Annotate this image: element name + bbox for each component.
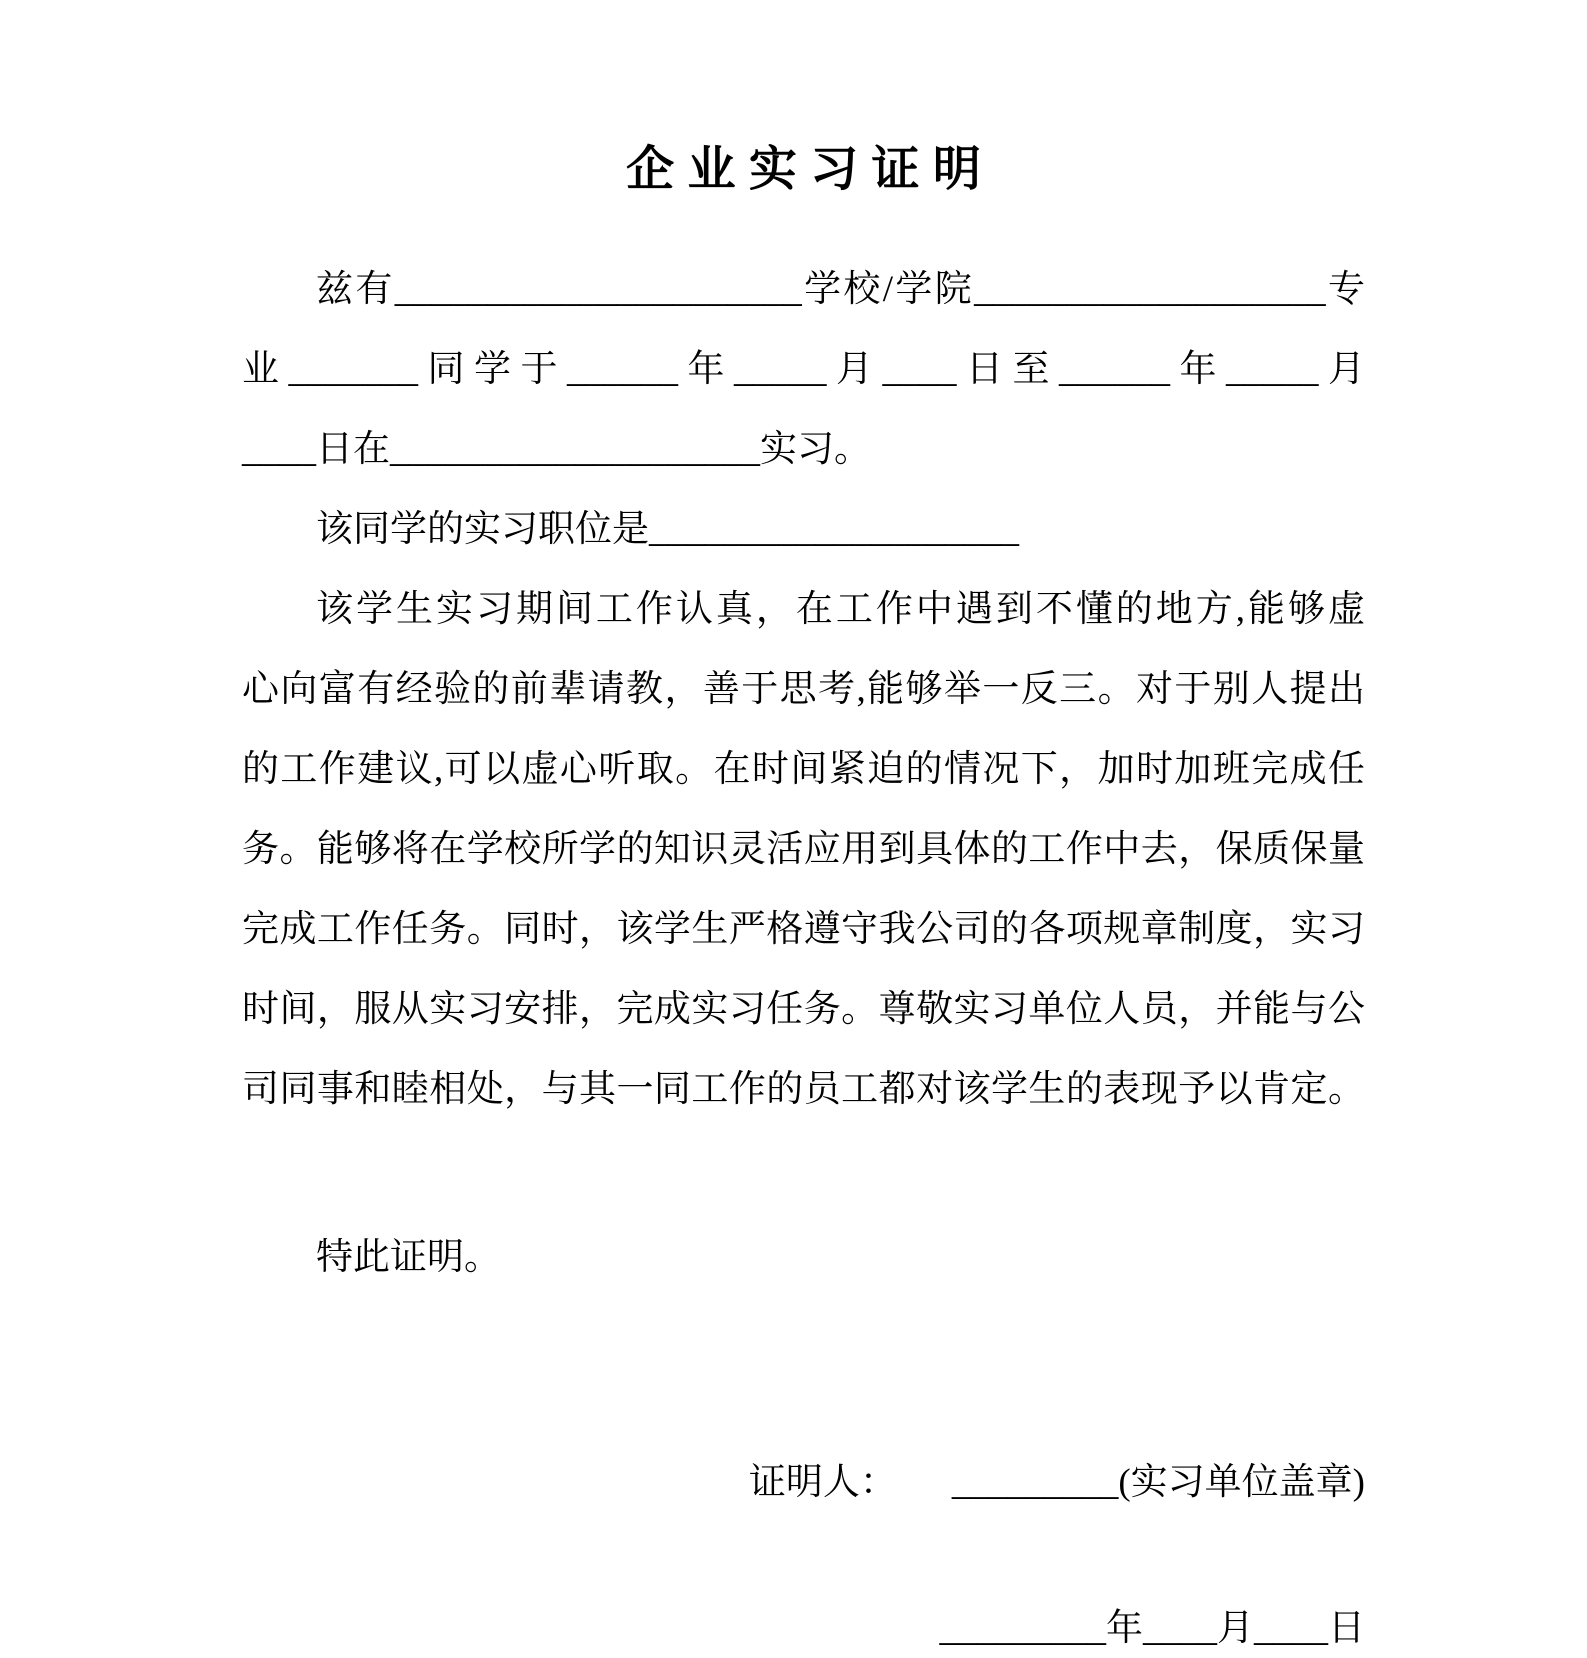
evaluation-line-3: 的工作建议,可以虚心听取。在时间紧迫的情况下，加时加班完成任 (242, 749, 1365, 790)
position-line: 该同学的实习职位是____________________ (316, 509, 1019, 550)
intro-line-3: ____日在____________________实习。 (242, 429, 871, 470)
document-body (242, 250, 1365, 1658)
closing-statement: 特此证明。 (316, 1237, 501, 1278)
certifier-label: 证明人： (748, 1462, 897, 1503)
evaluation-line-1: 该学生实习期间工作认真，在工作中遇到不懂的地方,能够虚 (316, 589, 1365, 630)
evaluation-line-4: 务。能够将在学校所学的知识灵活应用到具体的工作中去，保质保量 (242, 829, 1365, 870)
intro-line-2: 业_______同学于______年_____月____日至______年_____月 (242, 349, 1365, 390)
seal-note: (实习单位盖章) (1118, 1462, 1365, 1503)
evaluation-line-2: 心向富有经验的前辈请教，善于思考,能够举一反三。对于别人提出 (242, 669, 1365, 710)
date-line: _________年____月____日 (939, 1608, 1365, 1649)
document-title: 企 业 实 习 证 明 (626, 143, 981, 196)
evaluation-line-6: 时间，服从实习安排，完成实习任务。尊敬实习单位人员，并能与公 (242, 989, 1365, 1030)
evaluation-line-5: 完成工作任务。同时，该学生严格遵守我公司的各项规章制度，实习 (242, 909, 1365, 950)
intro-line-1: 兹有______________________学校/学院___________________专 (316, 269, 1365, 310)
evaluation-line-7: 司同事和睦相处，与其一同工作的员工都对该学生的表现予以肯定。 (242, 1069, 1365, 1110)
signature-line (242, 1443, 1365, 1523)
certifier-blank: _________ (951, 1462, 1119, 1503)
